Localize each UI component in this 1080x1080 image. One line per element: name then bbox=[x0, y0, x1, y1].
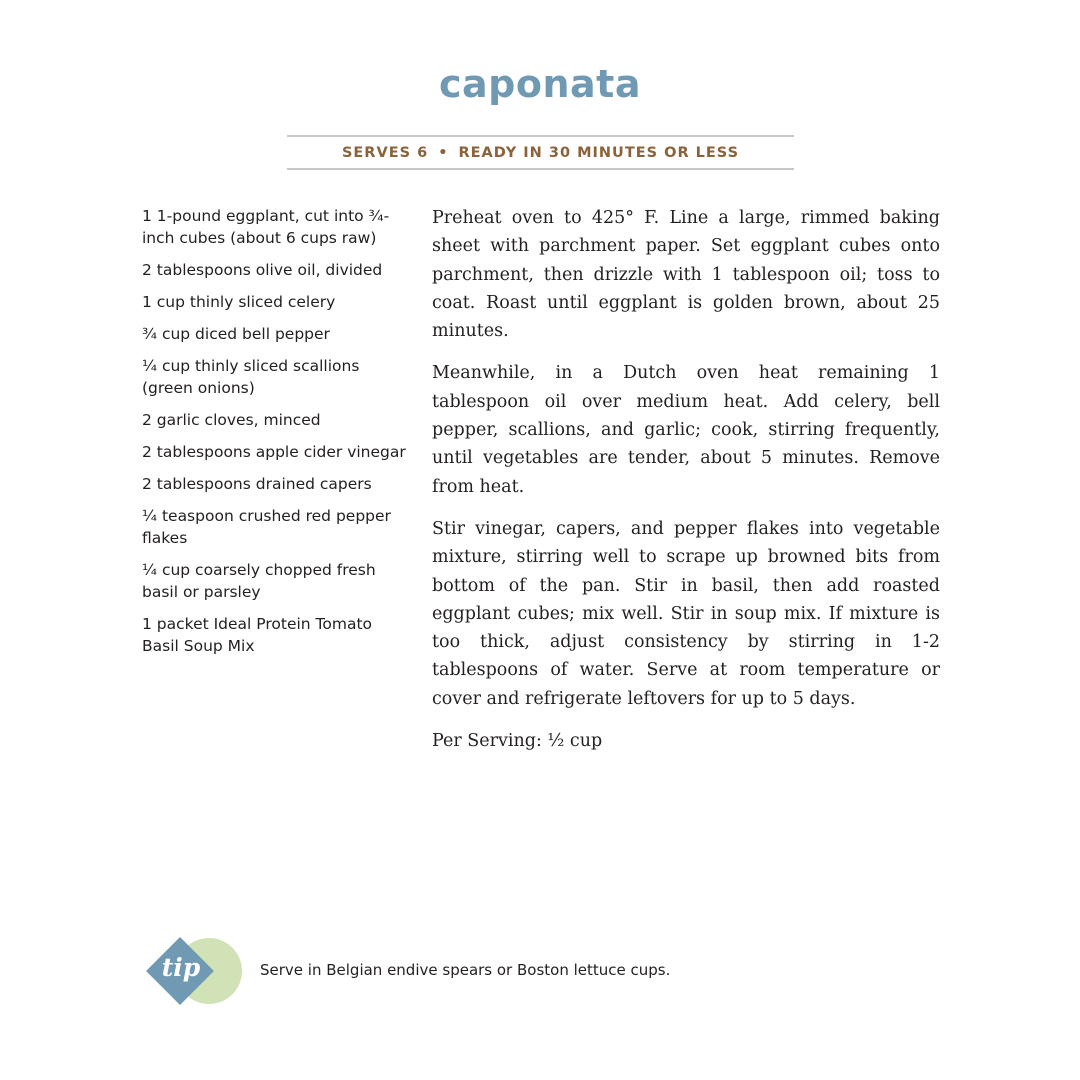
recipe-title: caponata bbox=[439, 62, 641, 106]
method-step: Meanwhile, in a Dutch oven heat remaining 1 tablespoon oil over medium heat. Add celery, bell pepper, scallions, and garlic; cook, stirring frequently, until vegetables are tender, about 5 minutes. Remove from heat. bbox=[432, 363, 940, 497]
ingredient-item: 1 1-pound eggplant, cut into ¾-inch cubes (about 6 cups raw) bbox=[142, 207, 390, 247]
ingredient-item: 1 packet Ideal Protein Tomato Basil Soup Mix bbox=[142, 615, 373, 655]
ingredient-item: ¼ cup coarsely chopped fresh basil or parsley bbox=[142, 561, 376, 601]
recipe-meta-bar bbox=[287, 135, 794, 170]
ready-time-label: READY IN 30 MINUTES OR LESS bbox=[458, 144, 740, 161]
ingredient-item: ¼ cup thinly sliced scallions (green onions) bbox=[142, 357, 360, 397]
method-step: Preheat oven to 425° F. Line a large, rimmed baking sheet with parchment paper. Set eggplant cubes onto parchment, then drizzle with 1 tablespoon oil; toss to coat. Roast until eggplant is golden brown, about 25 minutes. bbox=[432, 208, 940, 342]
ingredients-list bbox=[142, 205, 407, 667]
ingredient-item: 2 garlic cloves, minced bbox=[142, 411, 321, 429]
method-instructions bbox=[432, 204, 940, 769]
tip-icon bbox=[146, 936, 246, 1008]
tip-text: Serve in Belgian endive spears or Boston lettuce cups. bbox=[260, 961, 671, 979]
tip-callout bbox=[146, 936, 746, 1008]
tip-badge-label: tip bbox=[161, 953, 201, 982]
ingredient-item: ¾ cup diced bell pepper bbox=[142, 325, 330, 343]
ingredient-item: 1 cup thinly sliced celery bbox=[142, 293, 336, 311]
ingredient-item: 2 tablespoons olive oil, divided bbox=[142, 261, 383, 279]
ingredient-item: 2 tablespoons drained capers bbox=[142, 475, 372, 493]
bullet-separator: • bbox=[438, 144, 449, 161]
method-step: Stir vinegar, capers, and pepper flakes into vegetable mixture, stirring well to scrape up browned bits from bottom of the pan. Stir in basil, then add roasted eggplant cubes; mix well. Stir in soup mix. If mixture is too thick, adjust consistency by stirring in 1-2 tablespoons of water. Serve at room temperature or cover and refrigerate leftovers for up to 5 days. bbox=[432, 518, 940, 709]
per-serving-note: Per Serving: ½ cup bbox=[432, 731, 603, 752]
serves-label: SERVES 6 bbox=[341, 144, 429, 161]
ingredient-item: 2 tablespoons apple cider vinegar bbox=[142, 443, 406, 461]
ingredient-item: ¼ teaspoon crushed red pepper flakes bbox=[142, 507, 391, 547]
